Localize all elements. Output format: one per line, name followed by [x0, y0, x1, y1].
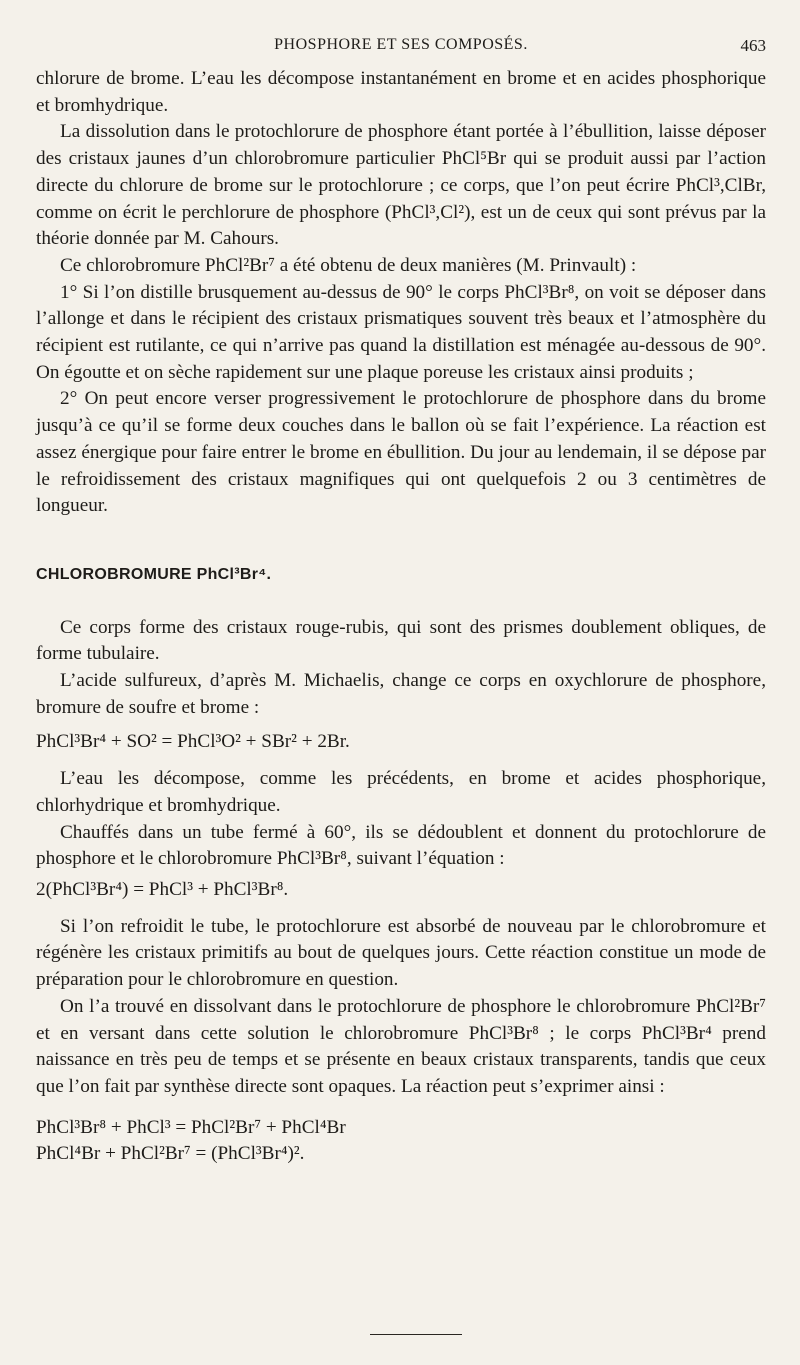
page-header [36, 32, 766, 60]
paragraph-11: On l’a trouvé en dissolvant dans le protochlorure de phosphore le chlorobromure PhCl²Br⁷ et en versant dans cette solution le chlorobromure PhCl³Br⁸ ; le corps PhCl³Br⁴ prend naissance en très peu de temps et se présente en beaux cristaux transparents, tandis que ceux que l’on fait par synthèse directe sont opaques. La réaction peut s’exprimer ainsi : [36, 995, 766, 1097]
paragraph-2: La dissolution dans le protochlorure de phosphore étant portée à l’ébullition, laisse déposer des cristaux jaunes d’un chlorobromure particulier PhCl⁵Br qui se produit aussi par l’action directe du chlorure de brome sur le protochlorure ; ce corps, que l’on peut écrire PhCl³,ClBr, comme on écrit le perchlorure de phosphore (PhCl³,Cl²), est un de ceux qui sont prévus par la théorie donnée par M. Cahours. [36, 121, 766, 250]
formula-2: 2(PhCl³Br⁴) = PhCl³ + PhCl³Br⁸. [36, 878, 289, 900]
paragraph-9: Chauffés dans un tube fermé à 60°, ils se dédoublent et donnent du protochlorure de phosphore et le chlorobromure PhCl³Br⁸, suivant l’équation : [36, 821, 766, 870]
running-title: PHOSPHORE ET SES COMPOSÉS. [274, 36, 528, 53]
paragraph-5: 2° On peut encore verser progressivement le protochlorure de phosphore dans du brome jusqu’à ce qu’il se forme deux couches dans le ballon où se fait l’expérience. La réaction est assez énergique pour faire entrer le brome en ébullition. Du jour au lendemain, il se dépose par le refroidissement des cristaux magnifiques qui ont quelquefois 2 ou 3 centimètres de longueur. [36, 388, 766, 517]
formula-4: PhCl⁴Br + PhCl²Br⁷ = (PhCl³Br⁴)². [36, 1143, 305, 1165]
paragraph-6: Ce corps forme des cristaux rouge-rubis, qui sont des prismes doublement obliques, de forme tubulaire. [36, 616, 766, 665]
formula-1: PhCl³Br⁴ + SO² = PhCl³O² + SBr² + 2Br. [36, 731, 350, 753]
paragraph-10: Si l’on refroidit le tube, le protochlorure est absorbé de nouveau par le chlorobromure et régénère les cristaux primitifs au bout de quelques jours. Cette réaction constitue un mode de préparation pour le chlorobromure en question. [36, 915, 766, 991]
paragraph-1: chlorure de brome. L’eau les décompose instantanément en brome et en acides phosphorique et bromhydrique. [36, 68, 766, 116]
paragraph-3: Ce chlorobromure PhCl²Br⁷ a été obtenu de deux manières (M. Prinvault) : [60, 254, 637, 276]
paragraph-4: 1° Si l’on distille brusquement au-dessus de 90° le corps PhCl³Br⁸, on voit se déposer dans l’allonge et dans le récipient des cristaux prismatiques souvent très beaux et l’atmosphère du récipient est rutilante, ce qui n’arrive pas quand la distillation est ménagée au-dessous de 90°. On égoutte et on sèche rapidement sur une plaque poreuse les cristaux ainsi produits ; [36, 281, 766, 383]
footnote-rule [370, 1334, 462, 1335]
formula-3: PhCl³Br⁸ + PhCl³ = PhCl²Br⁷ + PhCl⁴Br [36, 1116, 346, 1138]
paragraph-8: L’eau les décompose, comme les précédents, en brome et acides phosphorique, chlorhydrique et bromhydrique. [36, 768, 766, 816]
page-number: 463 [740, 36, 766, 55]
section-heading: CHLOROBROMURE PhCl³Br⁴. [36, 565, 272, 583]
body-text [36, 66, 766, 1168]
paragraph-7: L’acide sulfureux, d’après M. Michaelis, change ce corps en oxychlorure de phosphore, bromure de soufre et brome : [36, 670, 766, 718]
